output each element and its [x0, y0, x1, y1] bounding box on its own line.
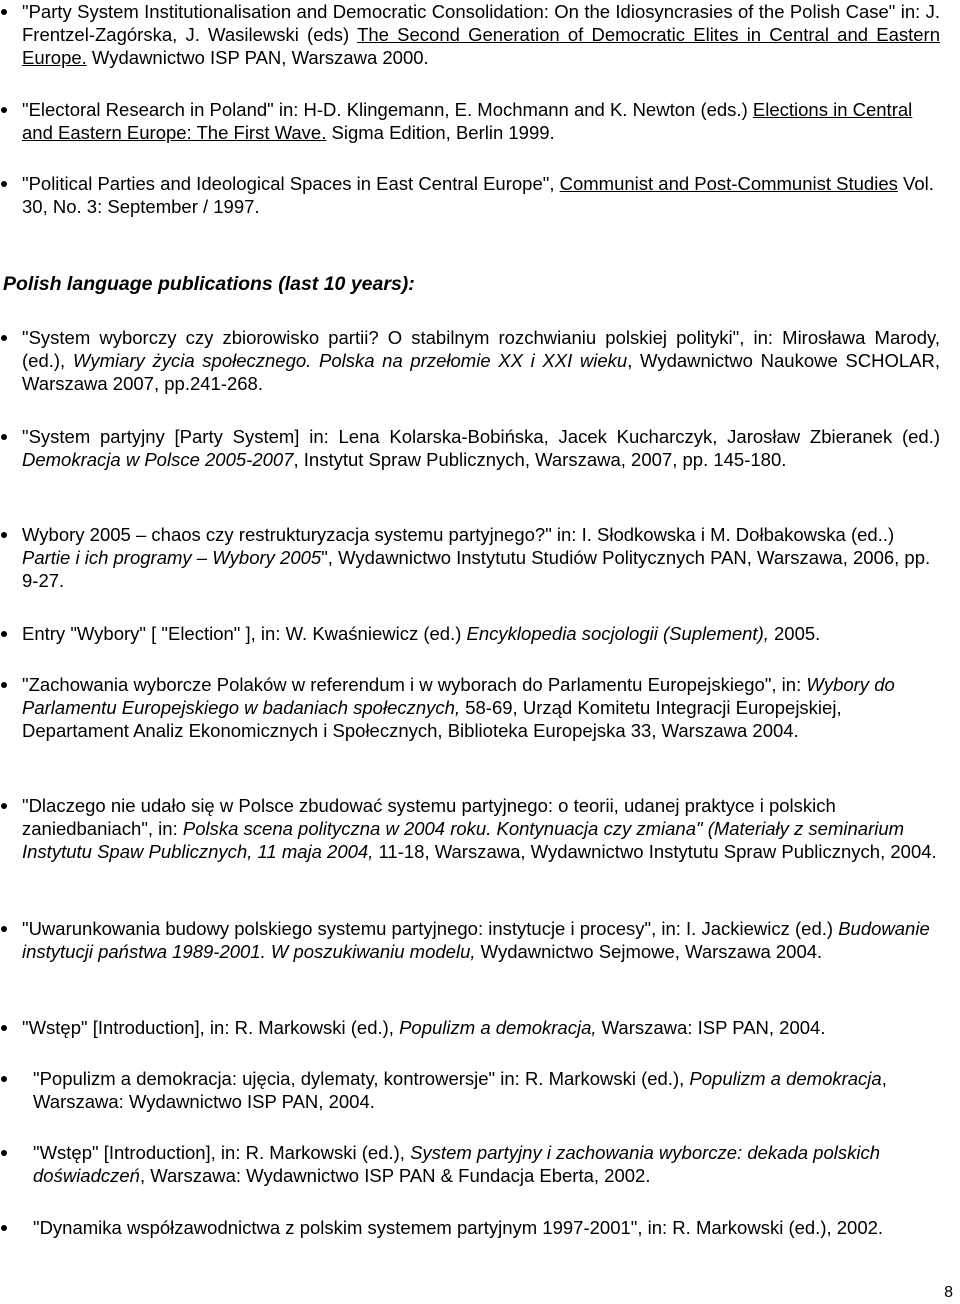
reference-segment: 2005.	[768, 623, 821, 644]
bullet-icon	[1, 1150, 7, 1156]
reference-segment: Entry "Wybory" [ "Election" ], in: W. Kwaśniewicz (ed.)	[22, 623, 467, 644]
reference-segment: "Zachowania wyborcze Polaków w referendum i w wyborach do Parlamentu Europejskiego", in:	[22, 674, 807, 695]
italic-title: Wybory do Parlamentu Europejskiego w badaniach społecznych,	[22, 674, 895, 718]
italic-title: Demokracja w Polsce 2005-2007	[22, 449, 294, 470]
bullet-icon	[1, 335, 7, 341]
reference-segment: "System partyjny [Party System] in: Lena Kolarska-Bobińska, Jacek Kucharczyk, Jarosław Zbieranek (ed.)	[22, 426, 940, 447]
bullet-icon	[1, 682, 7, 688]
italic-title: Polska scena polityczna w 2004 roku. Kontynuacja czy zmiana" (Materiały z seminarium Instytutu Spaw Publicznych, 11 maja 2004,	[22, 818, 905, 862]
reference-segment: "Electoral Research in Poland" in: H-D. Klingemann, E. Mochmann and K. Newton (eds.)	[22, 99, 753, 120]
section-heading: Polish language publications (last 10 years):	[3, 273, 415, 295]
reference-text	[33, 1141, 940, 1187]
bullet-icon	[1, 107, 7, 113]
reference-segment: Vol. 30, No. 3: September / 1997.	[22, 173, 934, 217]
reference-segment: 11-18, Warszawa, Wydawnictwo Instytutu Spraw Publicznych, 2004.	[373, 841, 937, 862]
bullet-icon	[1, 631, 7, 637]
reference-text	[22, 1016, 940, 1039]
reference-segment: "System wyborczy czy zbiorowisko partii? O stabilnym rozchwianiu polskiej polityki", in: Mirosława Marody, (ed.),	[22, 327, 940, 371]
reference-segment: "Party System Institutionalisation and Democratic Consolidation: On the Idiosyncrasies of the Polish Case" in: J. Frentzel-Zagórska, J. Wasilewski (eds)	[22, 1, 940, 45]
reference-text	[22, 917, 940, 963]
reference-segment: "Wstęp" [Introduction], in: R. Markowski (ed.),	[33, 1142, 411, 1163]
reference-text	[22, 673, 940, 742]
reference-segment: Wybory 2005 – chaos czy restrukturyzacja systemu partyjnego?" in: I. Słodkowska i M. Dołbakowska (ed..)	[22, 524, 895, 545]
reference-segment: "Dynamika współzawodnictwa z polskim systemem partyjnym 1997-2001", in: R. Markowski (ed.), 2002.	[33, 1217, 884, 1238]
reference-text	[22, 425, 940, 471]
reference-segment: , Instytut Spraw Publicznych, Warszawa, 2007, pp. 145-180.	[293, 449, 787, 470]
reference-segment: "Populizm a demokracja: ujęcia, dylematy, kontrowersje" in: R. Markowski (ed.),	[33, 1068, 690, 1089]
reference-segment: , Warszawa: Wydawnictwo ISP PAN & Fundacja Eberta, 2002.	[139, 1165, 651, 1186]
bullet-icon	[1, 532, 7, 538]
page-number: 8	[944, 1284, 953, 1301]
reference-segment: , Warszawa: Wydawnictwo ISP PAN, 2004.	[33, 1068, 887, 1112]
underlined-title: Communist and Post-Communist Studies	[559, 173, 898, 194]
reference-text	[33, 1067, 940, 1113]
reference-text	[22, 172, 940, 218]
italic-title: Encyklopedia socjologii (Suplement),	[466, 623, 769, 644]
reference-segment: 58-69, Urząd Komitetu Integracji Europejskiej, Departament Analiz Ekonomicznych i Społecznych, Biblioteka Europejska 33, Warszawa 2004.	[22, 697, 842, 741]
bullet-icon	[1, 926, 7, 932]
italic-title: System partyjny i zachowania wyborcze: dekada polskich doświadczeń	[33, 1142, 881, 1186]
reference-segment: ", Wydawnictwo Instytutu Studiów Politycznych PAN, Warszawa, 2006, pp. 9-27.	[22, 547, 931, 591]
reference-segment: , Wydawnictwo Naukowe SCHOLAR, Warszawa 2007, pp.241-268.	[22, 350, 940, 394]
reference-segment: "Wstęp" [Introduction], in: R. Markowski (ed.),	[22, 1017, 400, 1038]
reference-segment: "Uwarunkowania budowy polskiego systemu partyjnego: instytucje i procesy", in: I. Jackiewicz (ed.)	[22, 918, 839, 939]
reference-segment: Sigma Edition, Berlin 1999.	[326, 122, 555, 143]
reference-segment: "Dlaczego nie udało się w Polsce zbudować systemu partyjnego: o teorii, udanej praktyce i polskich zaniedbaniach", in:	[22, 795, 836, 839]
reference-text	[22, 0, 940, 69]
italic-title: Populizm a demokracja,	[399, 1017, 597, 1038]
bullet-icon	[1, 1076, 7, 1082]
reference-segment: "Political Parties and Ideological Spaces in East Central Europe",	[22, 173, 560, 194]
italic-title: Populizm a demokracja	[689, 1068, 882, 1089]
italic-title: Budowanie instytucji państwa 1989-2001. W poszukiwaniu modelu,	[22, 918, 930, 962]
underlined-title: The Second Generation of Democratic Elites in Central and Eastern Europe.	[22, 24, 940, 68]
italic-title: Partie i ich programy – Wybory 2005	[22, 547, 322, 568]
reference-text	[22, 523, 940, 592]
reference-segment: Warszawa: ISP PAN, 2004.	[596, 1017, 826, 1038]
bullet-icon	[1, 1025, 7, 1031]
italic-title: Wymiary życia społecznego. Polska na przełomie XX i XXI wieku	[72, 350, 628, 371]
bullet-icon	[1, 9, 7, 15]
reference-text	[22, 794, 940, 863]
reference-text	[22, 622, 940, 645]
reference-segment: Wydawnictwo ISP PAN, Warszawa 2000.	[86, 47, 429, 68]
reference-text	[33, 1216, 940, 1239]
underlined-title: Elections in Central and Eastern Europe: The First Wave.	[22, 99, 913, 143]
reference-text	[22, 326, 940, 395]
bullet-icon	[1, 1225, 7, 1231]
bullet-icon	[1, 181, 7, 187]
reference-text	[22, 98, 940, 144]
bullet-icon	[1, 434, 7, 440]
bullet-icon	[1, 803, 7, 809]
reference-segment: Wydawnictwo Sejmowe, Warszawa 2004.	[475, 941, 823, 962]
